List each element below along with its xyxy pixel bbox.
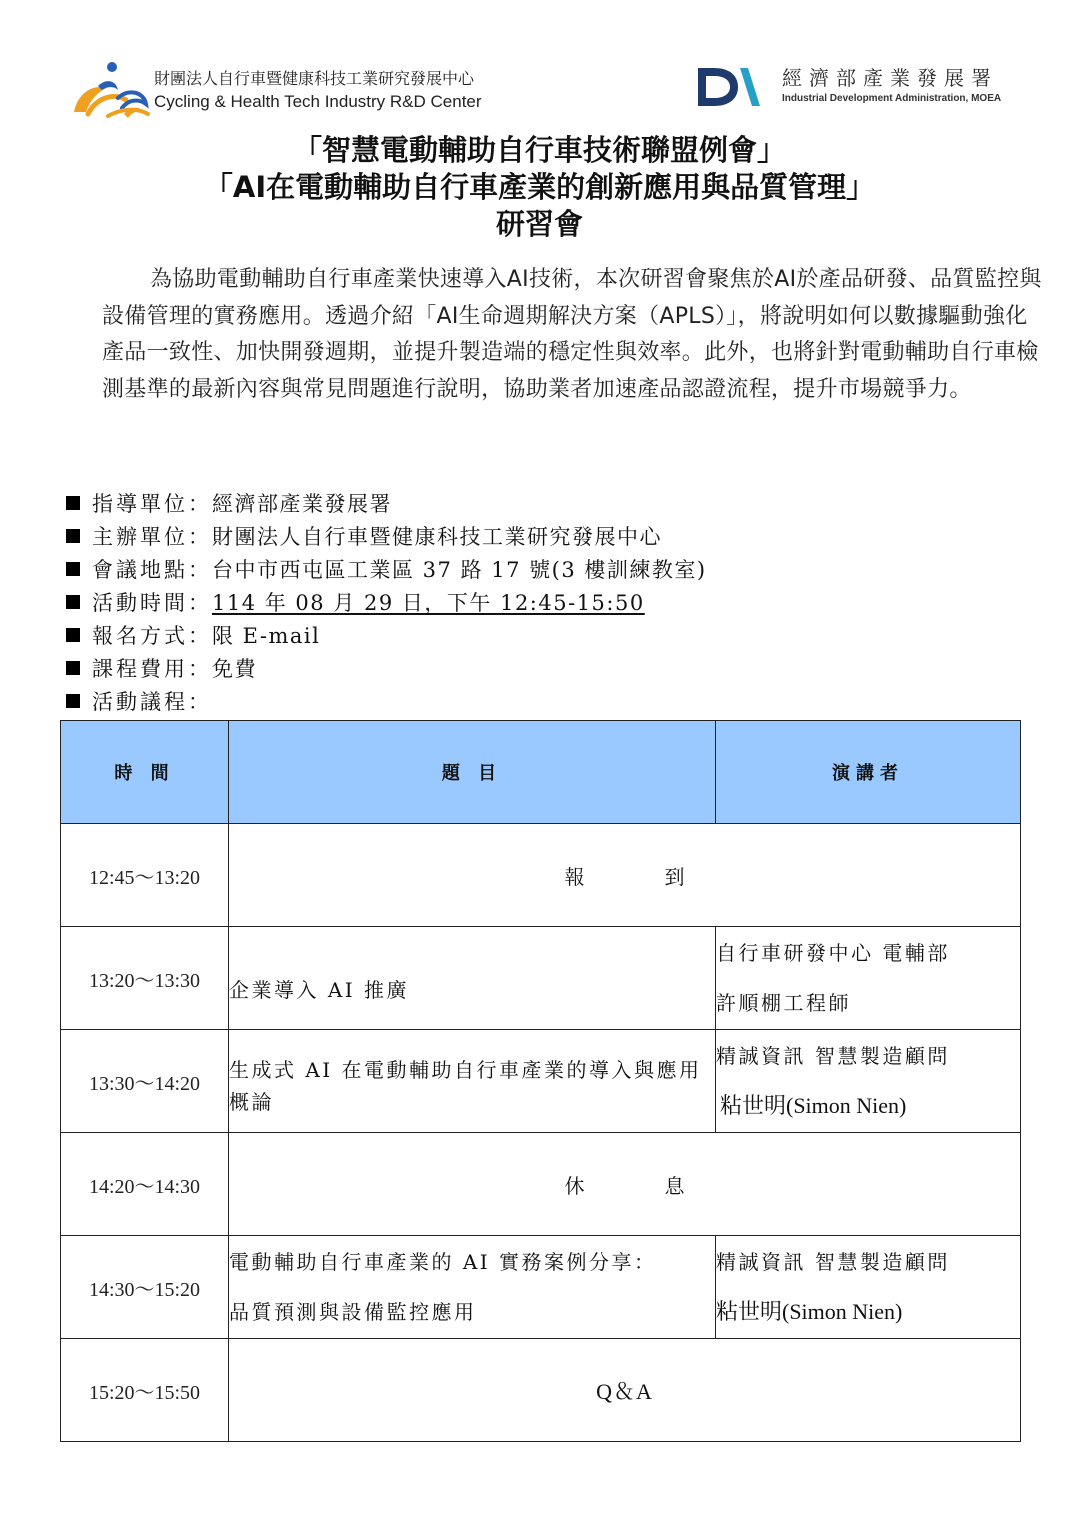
info-value: 免費 bbox=[212, 657, 257, 681]
table-row bbox=[61, 1030, 1021, 1133]
row-topic bbox=[229, 927, 716, 1030]
table-row bbox=[61, 824, 1021, 927]
info-label: 會議地點： bbox=[92, 558, 212, 582]
agency-name-en: Industrial Development Administration, MOEA bbox=[782, 93, 1002, 104]
square-bullet-icon bbox=[66, 529, 80, 543]
cycling-logo-icon bbox=[68, 58, 152, 122]
square-bullet-icon bbox=[66, 595, 80, 609]
speaker-name: 許順棚工程師 bbox=[716, 991, 851, 1015]
info-item-time bbox=[66, 587, 707, 620]
info-value: 台中市西屯區工業區 37 路 17 號(3 樓訓練教室) bbox=[212, 558, 707, 582]
info-label: 活動議程： bbox=[92, 690, 212, 714]
table-row bbox=[61, 1133, 1021, 1236]
title-block bbox=[0, 132, 1079, 243]
table-row bbox=[61, 927, 1021, 1030]
row-time: 14:30～15:20 bbox=[61, 1236, 229, 1339]
title-line-1: 「智慧電動輔助自行車技術聯盟例會」 bbox=[292, 133, 786, 167]
speaker-name bbox=[716, 1287, 1020, 1337]
row-topic: 休 息 bbox=[229, 1133, 1021, 1236]
info-label: 主辦單位： bbox=[92, 525, 212, 549]
title-line-2: 「AI在電動輔助自行車產業的創新應用與品質管理」 bbox=[203, 170, 876, 204]
info-label: 報名方式： bbox=[92, 624, 212, 648]
speaker-name bbox=[716, 1081, 1020, 1131]
row-topic bbox=[229, 1236, 716, 1339]
row-time: 13:30～14:20 bbox=[61, 1030, 229, 1133]
info-value: 114 年 08 月 29 日，下午 12:45-15:50 bbox=[212, 591, 645, 615]
info-label: 指導單位： bbox=[92, 492, 212, 516]
header-time: 時 間 bbox=[61, 721, 229, 824]
row-speaker bbox=[716, 1030, 1021, 1133]
table-header-row bbox=[61, 721, 1021, 824]
square-bullet-icon bbox=[66, 661, 80, 675]
info-item-venue bbox=[66, 554, 707, 587]
info-value: 限 E-mail bbox=[212, 624, 321, 648]
page-header bbox=[68, 58, 1018, 122]
agenda-table bbox=[60, 720, 1021, 1442]
info-label: 活動時間： bbox=[92, 591, 212, 615]
info-item-agenda bbox=[66, 686, 707, 719]
speaker-affiliation: 精誠資訊 智慧製造顧問 bbox=[716, 1044, 950, 1068]
speaker-affiliation: 精誠資訊 智慧製造顧問 bbox=[716, 1250, 950, 1274]
topic-text: 企業導入 AI 推廣 bbox=[229, 978, 410, 1002]
topic-line-2: 品質預測與設備監控應用 bbox=[229, 1300, 477, 1324]
info-item-fee bbox=[66, 653, 707, 686]
square-bullet-icon bbox=[66, 496, 80, 510]
ida-logo-icon bbox=[694, 64, 764, 110]
square-bullet-icon bbox=[66, 694, 80, 708]
row-speaker bbox=[716, 927, 1021, 1030]
topic-line-1: 電動輔助自行車產業的 AI 實務案例分享： bbox=[229, 1250, 657, 1274]
header-topic: 題 目 bbox=[229, 721, 716, 824]
agency-name-zh: 經濟部產業發展署 bbox=[782, 66, 998, 90]
title-line-3: 研習會 bbox=[495, 207, 583, 241]
row-time: 13:20～13:30 bbox=[61, 927, 229, 1030]
info-item-guidance bbox=[66, 488, 707, 521]
table-row bbox=[61, 1339, 1021, 1442]
row-time: 12:45～13:20 bbox=[61, 824, 229, 927]
info-value: 經濟部產業發展署 bbox=[212, 492, 392, 516]
square-bullet-icon bbox=[66, 628, 80, 642]
topic-text: 生成式 AI 在電動輔助自行車產業的導入與應用概論 bbox=[229, 1058, 702, 1114]
square-bullet-icon bbox=[66, 562, 80, 576]
info-item-organizer bbox=[66, 521, 707, 554]
row-time: 15:20～15:50 bbox=[61, 1339, 229, 1442]
org-name-en: Cycling & Health Tech Industry R&D Center bbox=[154, 92, 482, 111]
info-item-registration bbox=[66, 620, 707, 653]
row-topic: 報 到 bbox=[229, 824, 1021, 927]
speaker-name-text: 粘世明(Simon Nien) bbox=[720, 1093, 907, 1118]
header-speaker: 演講者 bbox=[716, 721, 1021, 824]
info-list bbox=[66, 488, 707, 719]
table-row bbox=[61, 1236, 1021, 1339]
speaker-name-text: 粘世明(Simon Nien) bbox=[716, 1299, 903, 1324]
row-topic: Q＆A bbox=[229, 1339, 1021, 1442]
org-name-zh: 財團法人自行車暨健康科技工業研究發展中心 bbox=[154, 69, 475, 88]
row-topic bbox=[229, 1030, 716, 1133]
row-speaker bbox=[716, 1236, 1021, 1339]
info-value: 財團法人自行車暨健康科技工業研究發展中心 bbox=[212, 525, 662, 549]
row-time: 14:20～14:30 bbox=[61, 1133, 229, 1236]
intro-paragraph: 為協助電動輔助自行車產業快速導入AI技術，本次研習會聚焦於AI於產品研發、品質監控與設備管理的實務應用。透過介紹「AI生命週期解決方案（APLS）」，將說明如何以數據驅動強化產品一致性、加快開發週期，並提升製造端的穩定性與效率。此外，也將針對電動輔助自行車檢測基準的最新內容與常見問題進行說明，協助業者加速產品認證流程，提升市場競爭力。 bbox=[102, 267, 1042, 402]
info-label: 課程費用： bbox=[92, 657, 212, 681]
speaker-affiliation: 自行車研發中心 電輔部 bbox=[716, 941, 950, 965]
